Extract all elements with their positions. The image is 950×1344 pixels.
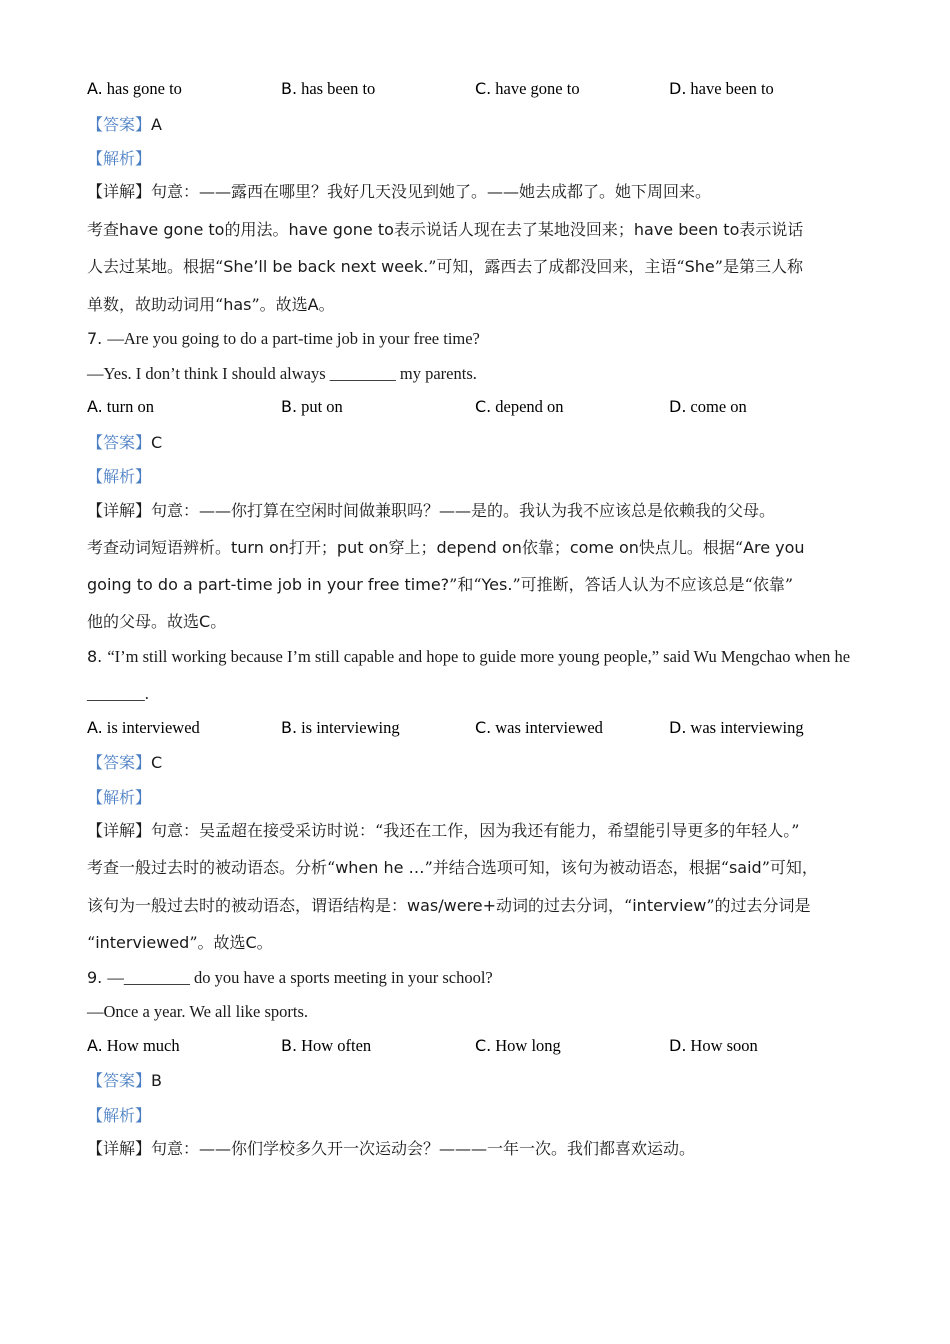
option-letter: C. [475, 79, 492, 98]
option-letter: D. [669, 718, 687, 737]
option-b [281, 79, 375, 99]
explanation-text: 考查 [87, 220, 120, 239]
option-text: How often [301, 1036, 372, 1055]
option-d [669, 397, 747, 417]
question-8-stem [87, 646, 887, 668]
option-letter: B. [281, 79, 298, 98]
option-letter: A. [87, 718, 103, 737]
detail-text: 句意：吴孟超在接受采访时说：“我还在工作，因为我还有能力，希望能引导更多的年轻人。” [151, 821, 800, 840]
option-letter: C. [475, 397, 492, 416]
option-text: come on [690, 397, 747, 416]
analysis-line [87, 466, 887, 488]
option-text: How much [106, 1036, 180, 1055]
explanation-text: 快点儿。根据“ [638, 538, 744, 557]
explanation-term: said [728, 858, 762, 877]
explanation-text: “ [87, 933, 96, 952]
question-text: —Once a year. We all like sports. [87, 1002, 309, 1021]
explanation-text: ”可推断，答话人认为不应该总是“依靠” [512, 575, 793, 594]
question-9-stem [87, 1001, 887, 1023]
explanation-text: ”的过去分词是 [706, 896, 811, 915]
explanation-line [87, 256, 887, 278]
answer-line [87, 432, 887, 454]
explanation-text: 表示说话人现在去了某地没回来； [393, 220, 634, 239]
option-text: have gone to [495, 79, 580, 98]
question-7-stem [87, 328, 887, 350]
explanation-line [87, 294, 887, 316]
answer-line [87, 114, 887, 136]
question-7-stem [87, 363, 887, 385]
detail-tag: 【详解】 [87, 182, 152, 201]
answer-line [87, 752, 887, 774]
option-letter: D. [669, 397, 687, 416]
explanation-text: 。 [256, 933, 273, 952]
explanation-term: interview [632, 896, 707, 915]
option-letter: D. [669, 1036, 687, 1055]
explanation-term: have gone to [288, 220, 394, 239]
explanation-term: has [223, 295, 252, 314]
option-text: is interviewed [106, 718, 200, 737]
option-letter: A. [87, 79, 103, 98]
question-9-stem [87, 967, 887, 989]
option-c [475, 397, 564, 417]
explanation-text: ”和“ [449, 575, 482, 594]
explanation-text: 。 [210, 612, 227, 631]
explanation-term: going to do a part-time job in your free time? [87, 575, 450, 594]
option-letter: C. [475, 718, 492, 737]
option-a [87, 718, 200, 738]
option-b [281, 1036, 371, 1056]
option-text: have been to [690, 79, 774, 98]
explanation-text: ”可知， [761, 858, 818, 877]
analysis-tag: 【解析】 [87, 467, 152, 486]
explanation-text: 他的父母。故选 [87, 612, 200, 631]
explanation-text: 依靠； [521, 538, 570, 557]
option-text: has been to [301, 79, 376, 98]
explanation-text: ”。故选 [251, 295, 308, 314]
explanation-term: was/were+ [407, 896, 497, 915]
explanation-term: She [684, 257, 715, 276]
detail-tag: 【详解】 [87, 821, 152, 840]
option-text: was interviewing [690, 718, 804, 737]
answer-line [87, 1070, 887, 1092]
explanation-line [87, 219, 887, 241]
explanation-text: ”。故选 [189, 933, 246, 952]
detail-text: 句意：——你打算在空闲时间做兼职吗？——是的。我认为我不应该总是依赖我的父母。 [151, 501, 776, 520]
detail-line [87, 500, 887, 522]
option-d [669, 1036, 758, 1056]
question-text: —Yes. I don’t think I should always ________ my parents. [87, 364, 477, 383]
explanation-text: ”是第三人称 [714, 257, 803, 276]
analysis-tag: 【解析】 [87, 788, 152, 807]
question-text: —________ do you have a sports meeting in your school? [107, 968, 493, 987]
answer-tag: 【答案】 [87, 753, 152, 772]
explanation-term: come on [569, 538, 639, 557]
explanation-text: 。 [318, 295, 335, 314]
explanation-text: ”并结合选项可知，该句为被动语态，根据“ [424, 858, 729, 877]
question-number: 8. [87, 647, 103, 666]
answer-value: B [151, 1071, 162, 1090]
option-text: put on [301, 397, 343, 416]
explanation-term: C [199, 612, 211, 631]
explanation-term: She’ll be back next week. [223, 257, 429, 276]
explanation-term: depend on [436, 538, 522, 557]
explanation-term: C [245, 933, 257, 952]
explanation-term: Yes. [481, 575, 513, 594]
option-a [87, 1036, 180, 1056]
explanation-text: 的用法。 [224, 220, 289, 239]
option-letter: C. [475, 1036, 492, 1055]
option-a [87, 79, 182, 99]
detail-line [87, 181, 887, 203]
question-text: —Are you going to do a part-time job in your free time? [107, 329, 480, 348]
answer-value: C [151, 753, 163, 772]
detail-tag: 【详解】 [87, 1139, 152, 1158]
explanation-term: turn on [231, 538, 289, 557]
explanation-text: 考查一般过去时的被动语态。分析“ [87, 858, 336, 877]
explanation-text: 该句为一般过去时的被动语态，谓语结构是： [87, 896, 408, 915]
detail-line [87, 1138, 887, 1160]
explanation-text: 考查动词短语辨析。 [87, 538, 232, 557]
analysis-line [87, 1105, 887, 1127]
analysis-tag: 【解析】 [87, 1106, 152, 1125]
option-text: was interviewed [495, 718, 603, 737]
analysis-tag: 【解析】 [87, 149, 152, 168]
explanation-term: have gone to [119, 220, 225, 239]
option-c [475, 1036, 561, 1056]
option-text: is interviewing [301, 718, 400, 737]
detail-line [87, 820, 887, 842]
option-b [281, 718, 400, 738]
option-text: How soon [690, 1036, 758, 1055]
answer-value: A [151, 115, 162, 134]
answer-value: C [151, 433, 163, 452]
option-text: turn on [106, 397, 154, 416]
option-c [475, 718, 603, 738]
explanation-line [87, 932, 887, 954]
detail-text: 句意：——你们学校多久开一次运动会？———一年一次。我们都喜欢运动。 [151, 1139, 696, 1158]
option-letter: A. [87, 397, 103, 416]
explanation-text: 打开； [288, 538, 337, 557]
analysis-line [87, 148, 887, 170]
answer-tag: 【答案】 [87, 1071, 152, 1090]
option-text: has gone to [106, 79, 182, 98]
option-d [669, 79, 774, 99]
explanation-text: 动词的过去分词，“ [496, 896, 633, 915]
explanation-line [87, 611, 887, 633]
explanation-term: put on [336, 538, 389, 557]
question-text: “I’m still working because I’m still capable and hope to guide more young people,” said Wu Mengchao when he [107, 647, 851, 666]
explanation-line [87, 895, 887, 917]
answer-tag: 【答案】 [87, 433, 152, 452]
answer-tag: 【答案】 [87, 115, 152, 134]
explanation-text: 穿上； [388, 538, 437, 557]
detail-text: 句意：——露西在哪里？我好几天没见到她了。——她去成都了。她下周回来。 [151, 182, 712, 201]
option-a [87, 397, 154, 417]
option-letter: B. [281, 397, 298, 416]
option-letter: D. [669, 79, 687, 98]
question-number: 7. [87, 329, 103, 348]
option-b [281, 397, 343, 417]
explanation-term: A [307, 295, 319, 314]
option-c [475, 79, 580, 99]
option-letter: B. [281, 1036, 298, 1055]
explanation-line [87, 574, 887, 596]
explanation-text: 表示说话 [739, 220, 804, 239]
analysis-line [87, 787, 887, 809]
explanation-term: interviewed [95, 933, 190, 952]
explanation-term: when he … [335, 858, 425, 877]
explanation-term: Are you [743, 538, 805, 557]
explanation-text: 单数，故助动词用“ [87, 295, 224, 314]
explanation-term: have been to [633, 220, 740, 239]
question-text: _______. [87, 684, 149, 703]
option-text: How long [495, 1036, 561, 1055]
explanation-line [87, 857, 887, 879]
detail-tag: 【详解】 [87, 501, 152, 520]
option-letter: A. [87, 1036, 103, 1055]
option-letter: B. [281, 718, 298, 737]
explanation-text: ”可知，露西去了成都没回来，主语“ [428, 257, 685, 276]
question-8-stem [87, 683, 887, 705]
option-text: depend on [495, 397, 564, 416]
question-number: 9. [87, 968, 103, 987]
option-d [669, 718, 804, 738]
explanation-line [87, 537, 887, 559]
explanation-text: 人去过某地。根据“ [87, 257, 224, 276]
